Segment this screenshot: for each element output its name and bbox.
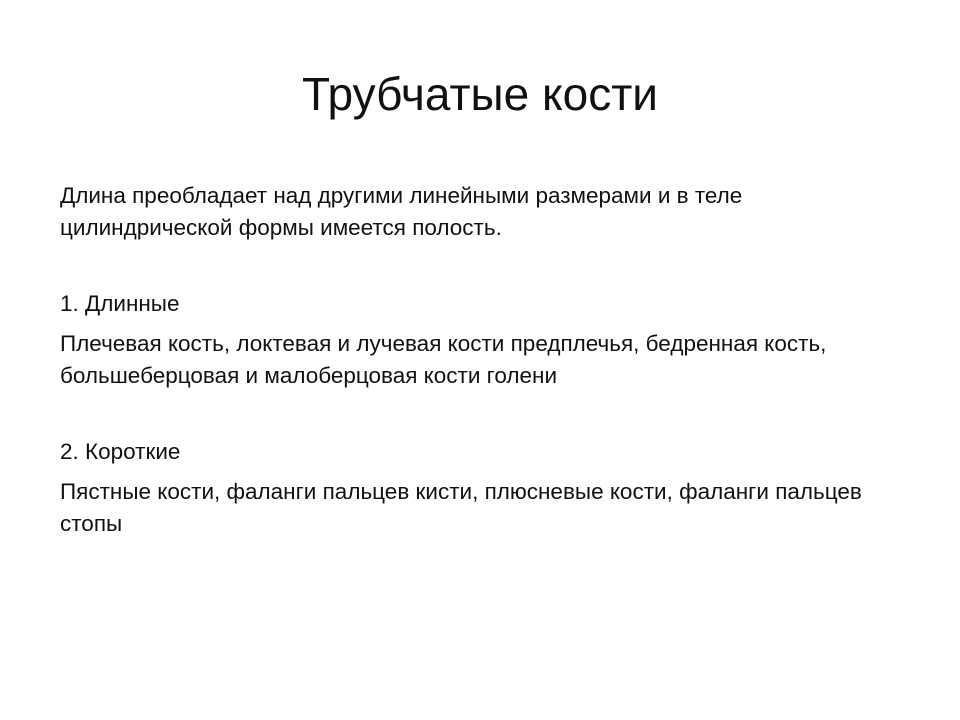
section-text-short: Пястные кости, фаланги пальцев кисти, плюсневые кости, фаланги пальцев стопы bbox=[60, 479, 862, 536]
intro-text: Длина преобладает над другими линейными размерами и в теле цилиндрической формы имеется полость. bbox=[60, 183, 743, 240]
spacer bbox=[60, 244, 890, 288]
spacer bbox=[60, 392, 890, 436]
spacer bbox=[60, 320, 890, 328]
spacer bbox=[60, 468, 890, 476]
slide-body bbox=[60, 180, 890, 540]
section-text-long: Плечевая кость, локтевая и лучевая кости предплечья, бедренная кость, большеберцовая и малоберцовая кости голени bbox=[60, 331, 827, 388]
section-heading-long: 1. Длинные bbox=[60, 291, 180, 316]
slide-title: Трубчатые кости bbox=[302, 68, 658, 120]
section-heading-short: 2. Короткие bbox=[60, 439, 181, 464]
